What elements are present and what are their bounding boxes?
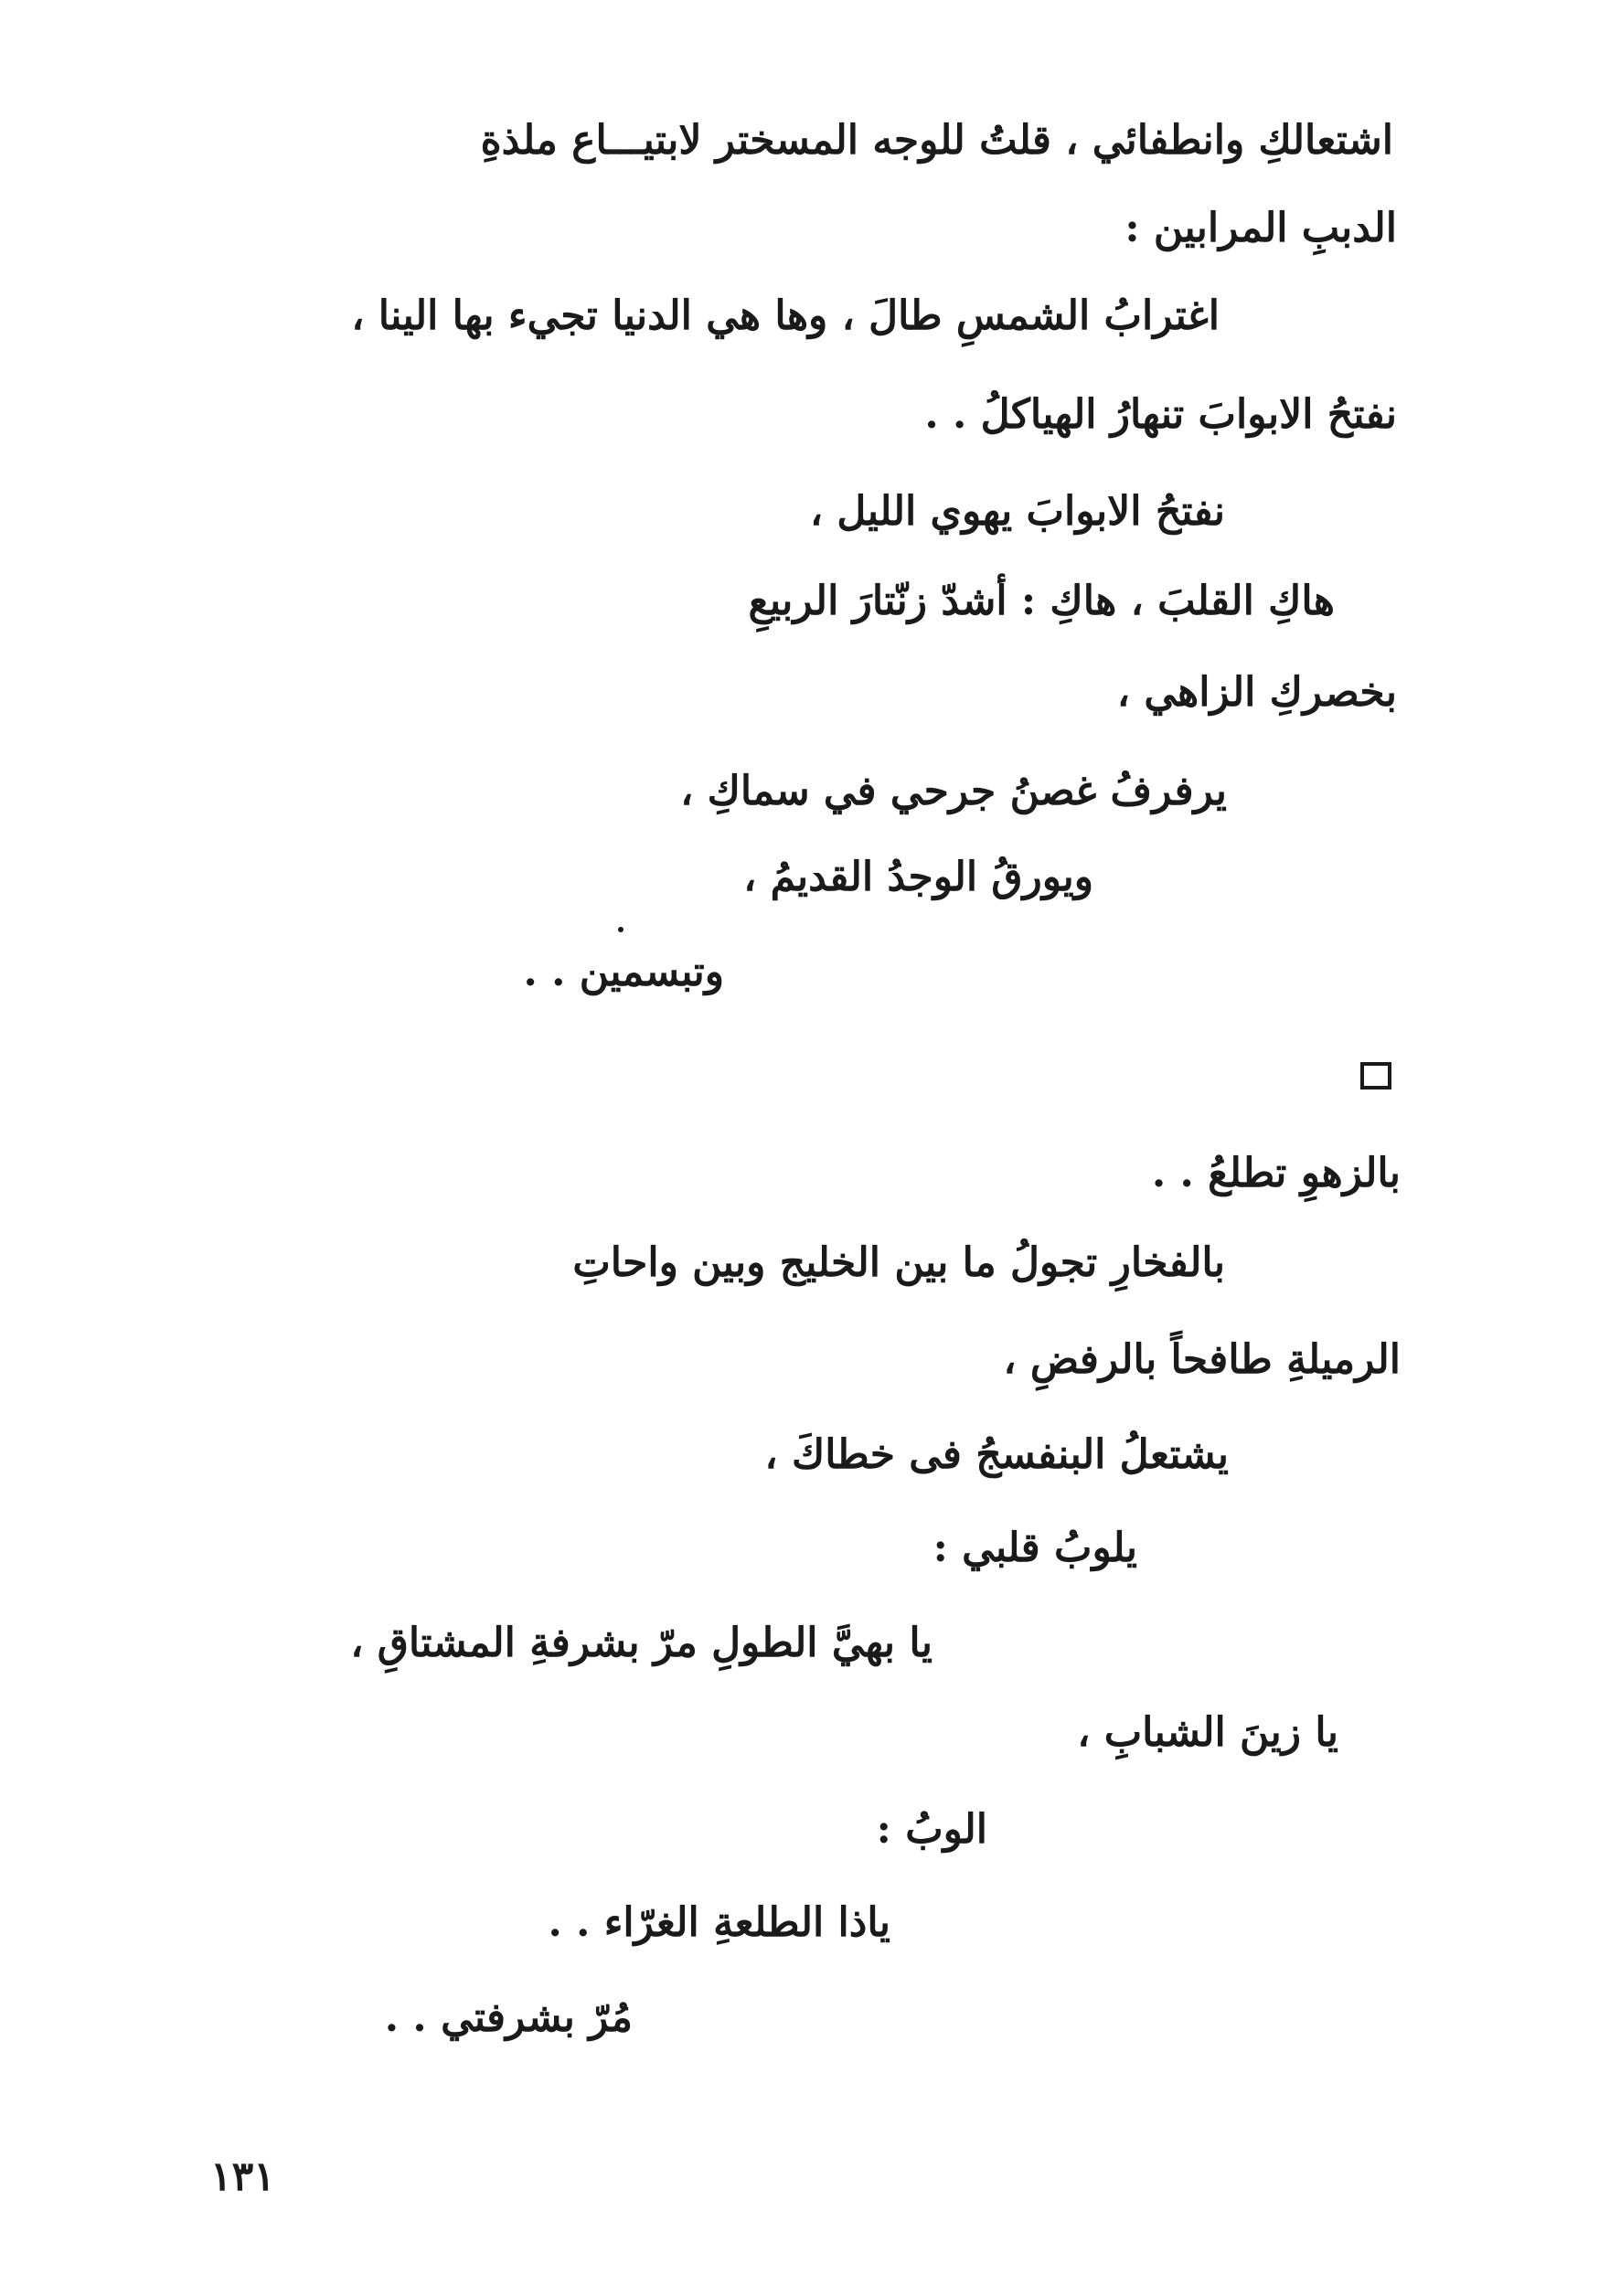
text-line-17: يا زينَ الشبابِ ،: [1077, 1709, 1338, 1756]
text-line-5: نفتحُ الابوابَ يهوي الليل ،: [809, 488, 1225, 535]
text-line-8: يرفرفُ غصنُ جرحي في سماكِ ،: [680, 768, 1227, 814]
section-divider-box: [1360, 1062, 1391, 1090]
text-line-16: يا بهيَّ الطولِ مرّ بشرفةِ المشتاقِ ،: [350, 1620, 933, 1666]
text-line-4: نفتحُ الابوابَ تنهارُ الهياكلُ . .: [924, 391, 1397, 438]
text-line-10: وتبسمين . .: [523, 949, 724, 995]
text-line-14: يشتعلُ البنفسجُ فى خطاكَ ،: [764, 1431, 1229, 1478]
text-line-9: ويورقُ الوجدُ القديمُ ،: [743, 854, 1093, 900]
text-line-12: بالفخارِ تجولُ ما بين الخليج وبين واحاتِ: [572, 1239, 1225, 1286]
text-line-11: بالزهوِ تطلعُ . .: [1151, 1150, 1401, 1196]
text-line-19: ياذا الطلعةِ الغرّاء . .: [548, 1899, 890, 1946]
page-number: ١٣١: [210, 2153, 275, 2200]
text-line-7: بخصركِ الزاهي ،: [1116, 669, 1397, 716]
text-line-1: اشتعالكِ وانطفائي ، قلتُ للوجه المسختر لابتيـــاع ملذةِ: [480, 117, 1393, 164]
text-line-2: الدببِ المرابين :: [1124, 205, 1397, 251]
text-line-20: مُرّ بشرفتي . .: [384, 1994, 633, 2041]
stray-dot: [618, 927, 623, 932]
text-line-18: الوبُ :: [876, 1806, 987, 1853]
text-line-13: الرميلةِ طافحاً بالرفضِ ،: [1003, 1336, 1401, 1383]
text-line-3: اغترابُ الشمسِ طالَ ، وها هي الدنيا تجيء بها الينا ،: [351, 292, 1220, 339]
text-line-15: يلوبُ قلبي :: [933, 1525, 1137, 1571]
text-line-6: هاكِ القلبَ ، هاكِ : أشدّ زنّتارَ الربيعِ: [748, 578, 1335, 624]
